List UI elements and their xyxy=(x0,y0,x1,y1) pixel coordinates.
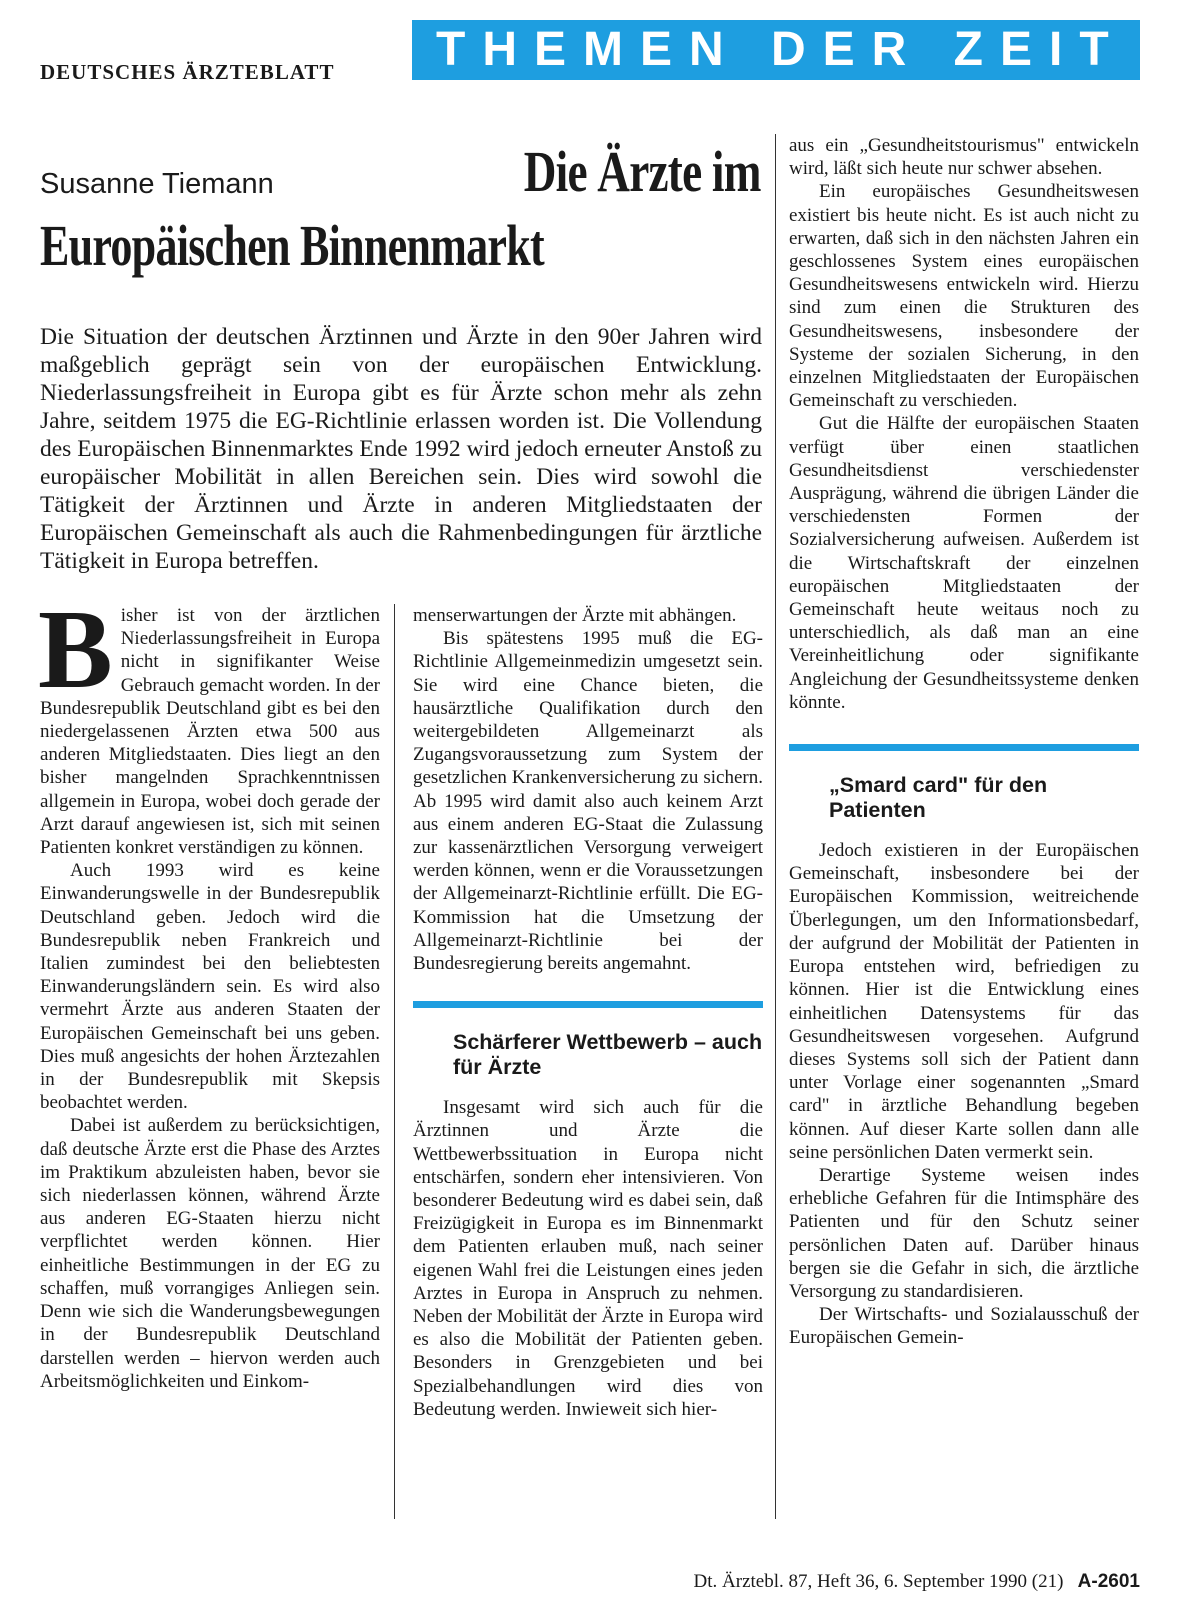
column-divider xyxy=(775,134,776,1519)
article-intro: Die Situation der deutschen Ärztinnen und Ärzte in den 90er Jahren wird maßgeblich geprägt sein von der europäischen Entwicklung. Niederlassungsfreiheit in Europa gibt es für Ärzte schon mehr als zehn Jahre, seitdem 1975 die EG-Richtlinie erlassen worden ist. Die Vollendung des Europäischen Binnenmarktes Ende 1992 wird jedoch erneuter Anstoß zu europäischer Mobilität in allen Bereichen sein. Dies wird sowohl die Tätigkeit der Ärztinnen und Ärzte in anderen Mitgliedstaaten der Europäischen Gemeinschaft als auch die Rahmenbedingungen für ärztliche Tätigkeit in Europa betreffen. xyxy=(40,324,762,574)
subheading: „Smard card" für den Patienten xyxy=(829,773,1048,823)
paragraph: Gut die Hälfte der europäischen Staaten verfügt über einen staatlichen Gesundheitsdienst verschiedenster Ausprägung, während die übrigen Länder die verschiedensten Formen der Sozialversicherung aufweisen. Außerdem ist die Wirtschaftskraft der einzelnen europäischen Mitgliedstaaten der Gemeinschaft heute weitaus noch zu unterschiedlich, als daß man an eine Vereinheitlichung oder signifikante Angleichung der Gesundheitssysteme denken könnte. xyxy=(789,413,1139,713)
subheading: Schärferer Wettbewerb – auch für Ärzte xyxy=(453,1030,763,1080)
paragraph: Auch 1993 wird es keine Einwanderungswelle in der Bundesrepublik Deutschland geben. Jedoch wird die Bundesrepublik neben Frankreich und Italien zumindest bei den beliebtesten Einwanderungsländern sein. Es wird also vermehrt Ärzte aus anderen Staaten der Europäischen Gemeinschaft bei uns geben. Dies muß angesichts der hohen Ärztezahlen in der Bundesrepublik mit Skepsis beobachtet werden. xyxy=(40,860,380,1114)
paragraph: Derartige Systeme weisen indes erhebliche Gefahren für die Intimsphäre des Patienten und für den Schutz seiner persönlichen Daten auf. Darüber hinaus bergen sie die Gefahr in sich, die ärztliche Versorgung zu standardisieren. xyxy=(789,1164,1139,1302)
section-banner-text: THEMEN DER ZEIT xyxy=(436,23,1126,76)
paragraph-text: isher ist von der ärztlichen Niederlassungsfreiheit in Europa nicht in signifikanter Weise Gebrauch gemacht worden. In der Bundesrepublik Deutschland gibt es bei den niedergelassenen Ärzten etwa 500 aus anderen Mitgliedstaaten. Dies liegt an den bisher mangelnden Sprachkenntnissen allgemein in Europa, wobei doch gerade der Arzt darauf angewiesen ist, sich mit seinen Patienten konkret verständigen zu können. xyxy=(40,605,380,859)
paragraph xyxy=(38,588,380,859)
paragraph: aus ein „Gesundheitstourismus" entwickeln wird, läßt sich heute nur schwer absehen. xyxy=(789,135,1139,180)
paragraph: menserwartungen der Ärzte mit abhängen. xyxy=(413,605,737,626)
paragraph: Dabei ist außerdem zu berücksichtigen, daß deutsche Ärzte erst die Phase des Arztes im Praktikum abzuleisten haben, bevor sie sich niederlassen können, während Ärzte aus anderen EG-Staaten hierzu nicht verpflichtet werden können. Hier einheitliche Bestimmungen in der EG zu schaffen, muß vorrangiges Anliegen sein. Denn wie sich die Wanderungsbewegungen in der Bundesrepublik Deutschland darstellen werden – hiervon werden auch Arbeitsmöglichkeiten und Einkom- xyxy=(40,1115,380,1392)
text-column-1 xyxy=(38,588,380,1393)
subheading-rule xyxy=(413,1001,763,1008)
subheading-block xyxy=(789,744,1139,823)
paragraph: Bis spätestens 1995 muß die EG-Richtlinie Allgemeinmedizin umgesetzt sein. Sie wird eine Chance bieten, die hausärztliche Qualifikation durch den weitergebildeten Allgemeinarzt als Zugangsvoraussetzung zum System der gesetzlichen Krankenversicherung zu sichern. Ab 1995 wird damit also auch keinem Arzt aus einem anderen EG-Staat die Zulassung zur kassenärztlichen Versorgung verweigert werden können, wenn er die Voraussetzungen der Allgemeinarzt-Richtlinie erfüllt. Die EG-Kommission hat die Umsetzung der Allgemeinarzt-Richtlinie bei der Bundesregierung bereits angemahnt. xyxy=(413,628,763,975)
article-title-line1: Die Ärzte im xyxy=(524,139,761,204)
text-column-3 xyxy=(789,134,1139,1350)
page-footer xyxy=(694,1571,1140,1593)
subheading-rule xyxy=(789,744,1139,751)
column-divider xyxy=(394,604,395,1519)
paragraph: Insgesamt wird sich auch für die Ärztinnen und Ärzte die Wettbewerbssituation in Europa nicht entschärfen, sondern eher intensivieren. Von besonderer Bedeutung wird es dabei sein, daß Freizügigkeit in Europa es im Binnenmarkt dem Patienten erlauben muß, nach seiner eigenen Wahl frei die Leistungen eines jeden Arztes in Europa in Anspruch zu nehmen. Neben der Mobilität der Ärzte in Europa wird es also die Mobilität der Patienten geben. Besonders in Grenzgebieten und bei Spezialbehandlungen wird dies von Bedeutung werden. Inwieweit sich hier- xyxy=(413,1097,763,1420)
author-name: Susanne Tiemann xyxy=(40,168,274,200)
paragraph: Jedoch existieren in der Europäischen Gemeinschaft, insbesondere bei der Europäischen Kommission, weitreichende Überlegungen, um den Informationsbedarf, der aufgrund der Mobilität der Patienten in Europa entstehen wird, befriedigen zu können. Hier ist die Entwicklung eines einheitlichen Datensystems für das Gesundheitswesen vorgesehen. Aufgrund dieses Systems soll sich der Patient dann unter Vorlage einer sogenannten „Smard card" in ärztliche Behandlung begeben können. Auf dieser Karte sollen dann alle seine persönlichen Daten vermerkt sein. xyxy=(789,840,1139,1163)
masthead-label: DEUTSCHES ÄRZTEBLATT xyxy=(40,60,335,84)
section-banner xyxy=(412,20,1140,80)
paragraph: Der Wirtschafts- und Sozialausschuß der Europäischen Gemein- xyxy=(789,1304,1139,1349)
subheading-block xyxy=(413,1001,763,1080)
paragraph: Ein europäisches Gesundheitswesen existiert bis heute nicht. Es ist auch nicht zu erwarten, daß sich in den nächsten Jahren ein geschlossenes System eines europäischen Gesundheitswesens entwickeln wird. Hierzu sind zum einen die Strukturen des Gesundheitswesens, insbesondere der Systeme der sozialen Sicherung, in den einzelnen Mitgliedstaaten der Europäischen Gemeinschaft zu verschieden. xyxy=(789,181,1139,412)
drop-cap: B xyxy=(38,588,113,712)
article-title-line2: Europäischen Binnenmarkt xyxy=(40,213,544,278)
text-column-2 xyxy=(413,604,763,1421)
page-number: A-2601 xyxy=(1077,1571,1140,1592)
footer-citation: Dt. Ärztebl. 87, Heft 36, 6. September 1990 (21) xyxy=(693,1571,1064,1592)
